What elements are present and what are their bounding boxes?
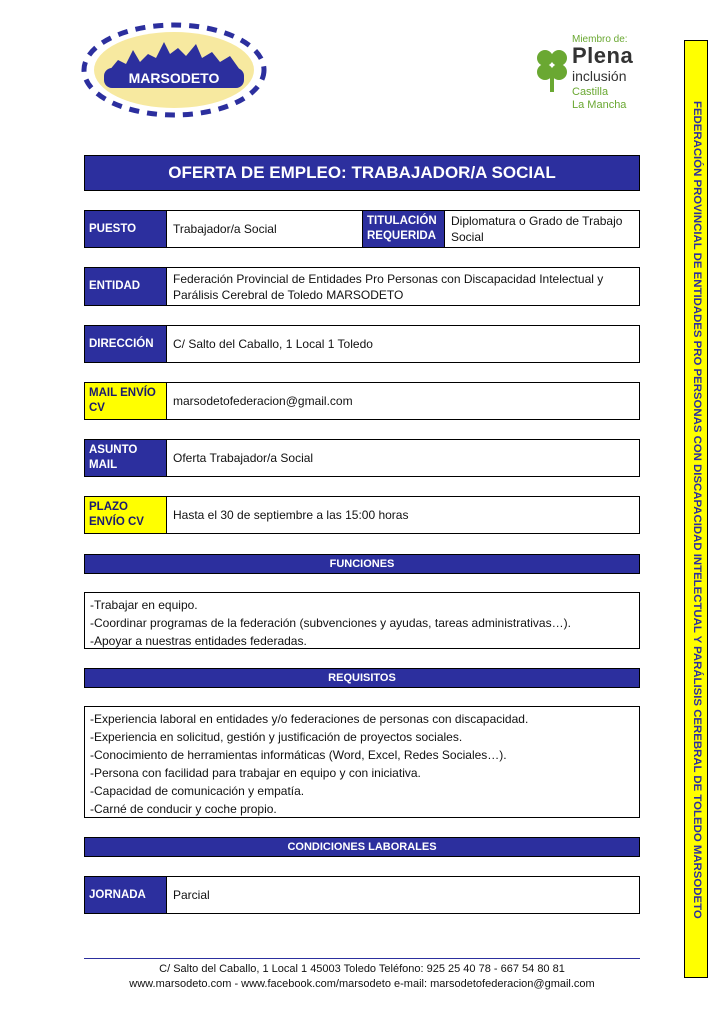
marsodeto-emblem-icon	[78, 20, 270, 120]
mail-value[interactable]: marsodetofederacion@gmail.com	[173, 394, 353, 408]
puesto-value: Trabajador/a Social	[167, 211, 363, 247]
list-item: -Apoyar a nuestras entidades federadas.	[90, 634, 307, 648]
jornada-label: JORNADA	[85, 877, 167, 913]
direccion-value: C/ Salto del Caballo, 1 Local 1 Toledo	[173, 337, 373, 351]
titulacion-label: TITULACIÓN REQUERIDA	[363, 211, 445, 247]
asunto-value: Oferta Trabajador/a Social	[173, 451, 314, 465]
jornada-value: Parcial	[173, 888, 210, 902]
mail-label: MAIL ENVÍO CV	[85, 383, 167, 419]
list-item: -Persona con facilidad para trabajar en equipo y con iniciativa.	[90, 766, 421, 780]
asunto-row	[84, 439, 640, 477]
puesto-label: PUESTO	[85, 211, 167, 247]
footer-contact[interactable]: www.marsodeto.com - www.facebook.com/marsodeto e-mail: marsodetofederacion@gmail.com	[129, 978, 595, 990]
plazo-value: Hasta el 30 de septiembre a las 15:00 horas	[173, 508, 409, 522]
list-item: -Experiencia laboral en entidades y/o federaciones de personas con discapacidad.	[90, 712, 529, 726]
footer-divider	[84, 958, 640, 959]
list-item: -Capacidad de comunicación y empatía.	[90, 784, 305, 798]
member-label: Miembro de:	[572, 34, 628, 45]
jornada-row	[84, 876, 640, 914]
mail-row	[84, 382, 640, 420]
titulacion-value: Diplomatura o Grado de Trabajo Social	[451, 214, 623, 244]
list-item: -Coordinar programas de la federación (subvenciones y ayudas, tareas administrativas…).	[90, 616, 571, 630]
list-item: -Carné de conducir y coche propio.	[90, 802, 277, 816]
brand-name: Plena	[572, 43, 634, 68]
marsodeto-logo	[78, 20, 270, 120]
entidad-value: Federación Provincial de Entidades Pro Personas con Discapacidad Intelectual y Parálisis Cerebral de Toledo MARSODETO	[173, 271, 604, 302]
plazo-row	[84, 496, 640, 534]
list-item: -Experiencia en solicitud, gestión y justificación de proyectos sociales.	[90, 730, 463, 744]
list-item: -Conocimiento de herramientas informáticas (Word, Excel, Redes Sociales…).	[90, 748, 507, 762]
entidad-row	[84, 267, 640, 306]
region-line1: Castilla	[572, 86, 609, 98]
list-item: -Trabajar en equipo.	[90, 598, 198, 612]
clover-icon	[534, 46, 570, 94]
funciones-list	[84, 592, 640, 649]
plazo-label: PLAZO ENVÍO CV	[85, 497, 167, 533]
logo-text: MARSODETO	[128, 70, 220, 86]
direccion-row	[84, 325, 640, 363]
funciones-header: FUNCIONES	[84, 554, 640, 574]
footer-address: C/ Salto del Caballo, 1 Local 1 45003 Toledo Teléfono: 925 25 40 78 - 667 54 80 81	[159, 963, 565, 975]
brand-subname: inclusión	[572, 68, 627, 84]
requisitos-list	[84, 706, 640, 818]
page-title: OFERTA DE EMPLEO: TRABAJADOR/A SOCIAL	[84, 155, 640, 191]
plena-inclusion-logo	[534, 34, 654, 118]
asunto-label: ASUNTO MAIL	[85, 440, 167, 476]
puesto-row	[84, 210, 640, 248]
side-organization-text: FEDERACIÓN PROVINCIAL DE ENTIDADES PRO PERSONAS CON DISCAPACIDAD INTELECTUAL Y PARÁLISIS CEREBRAL DE TOLEDO MARSODETO	[691, 101, 703, 919]
entidad-label: ENTIDAD	[85, 268, 167, 305]
requisitos-header: REQUISITOS	[84, 668, 640, 688]
condiciones-header: CONDICIONES LABORALES	[84, 837, 640, 857]
direccion-label: DIRECCIÓN	[85, 326, 167, 362]
region-line2: La Mancha	[572, 99, 627, 111]
